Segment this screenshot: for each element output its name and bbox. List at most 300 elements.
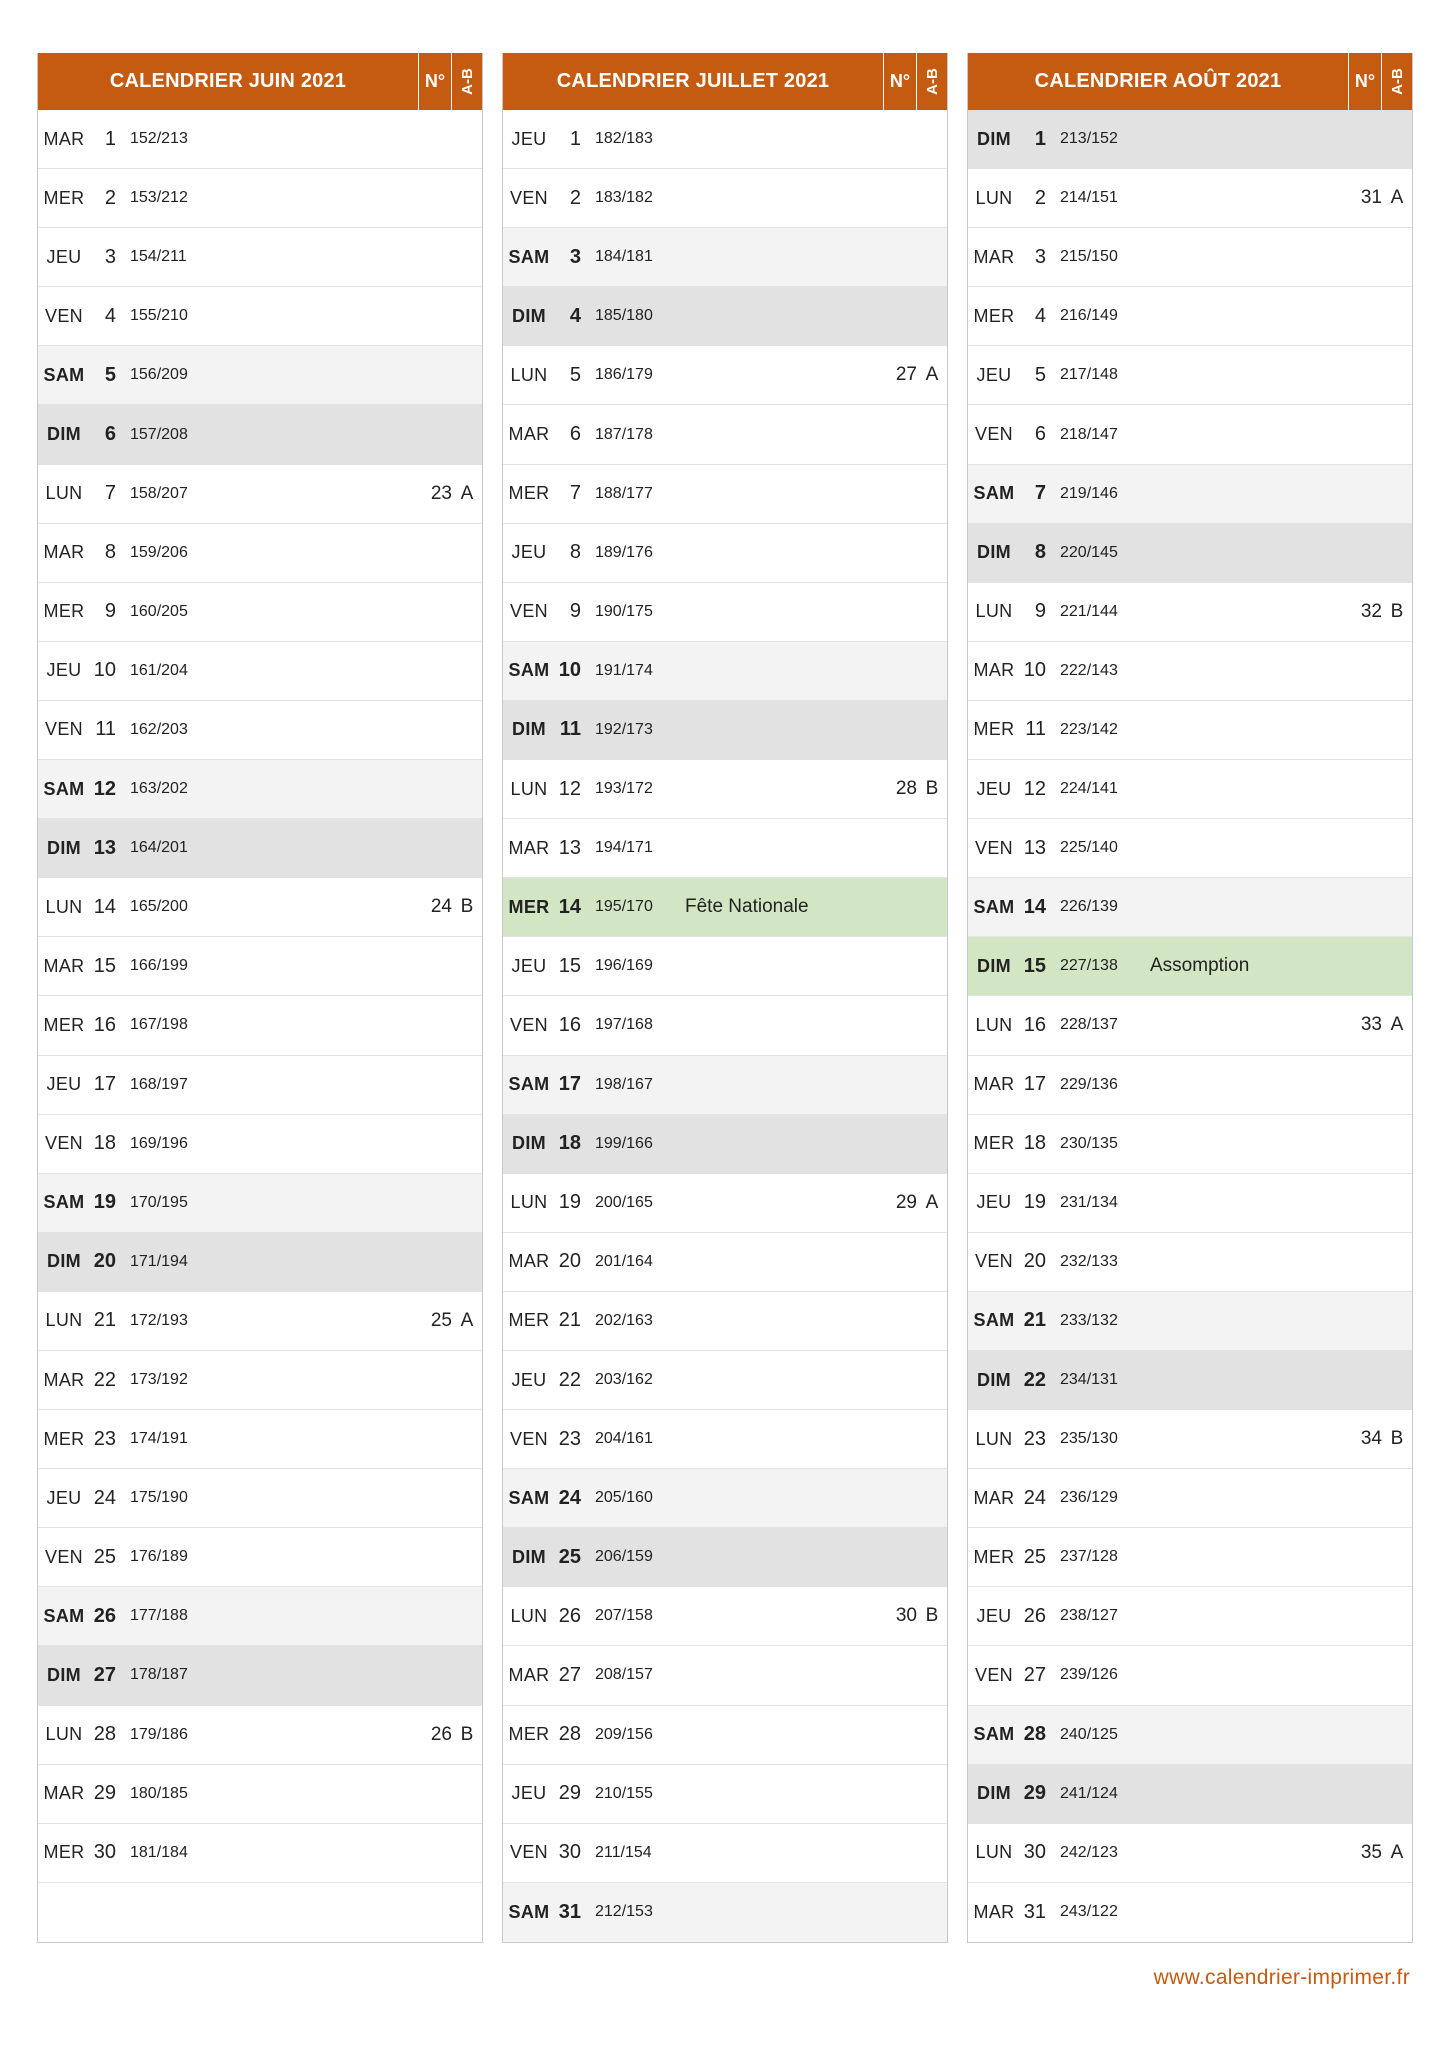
day-row	[503, 110, 947, 169]
day-name: SAM	[508, 1074, 550, 1095]
day-row	[503, 1883, 947, 1942]
day-name: MAR	[43, 1783, 85, 1804]
week-ab: B	[1390, 1428, 1404, 1450]
day-row	[968, 110, 1412, 169]
day-name: JEU	[511, 542, 547, 563]
day-number: 26	[1023, 1604, 1046, 1627]
day-row	[968, 346, 1412, 405]
day-name: SAM	[508, 246, 550, 267]
day-row	[38, 701, 482, 760]
day-name: VEN	[975, 1251, 1013, 1272]
day-name: MAR	[973, 1901, 1015, 1922]
day-name: DIM	[512, 305, 546, 326]
day-number: 22	[558, 1368, 581, 1391]
day-of-year: 164/201	[130, 839, 188, 857]
day-name: JEU	[46, 1074, 82, 1095]
day-number: 11	[559, 718, 581, 741]
day-row	[968, 878, 1412, 937]
day-number: 17	[1023, 1073, 1046, 1096]
day-number: 12	[558, 777, 581, 800]
day-number: 15	[93, 954, 116, 977]
day-of-year: 243/122	[1060, 1903, 1118, 1921]
day-name: DIM	[47, 1664, 81, 1685]
day-number: 26	[93, 1604, 116, 1627]
week-number-column-header: N°	[1349, 53, 1382, 110]
day-row	[968, 1292, 1412, 1351]
day-name: VEN	[510, 1428, 548, 1449]
day-of-year: 227/138	[1060, 957, 1118, 975]
day-of-year: 152/213	[130, 130, 188, 148]
day-number: 13	[1023, 836, 1046, 859]
day-of-year: 198/167	[595, 1075, 653, 1093]
day-row	[503, 1824, 947, 1883]
week-number: 34	[1360, 1428, 1382, 1450]
day-name: VEN	[510, 1014, 548, 1035]
week-number-column-header: N°	[884, 53, 917, 110]
day-number: 12	[1023, 777, 1046, 800]
day-number: 16	[1023, 1013, 1046, 1036]
week-number: 32	[1360, 600, 1382, 622]
day-of-year: 162/203	[130, 720, 188, 738]
day-name: MER	[973, 1546, 1015, 1567]
day-of-year: 228/137	[1060, 1016, 1118, 1034]
day-row	[968, 524, 1412, 583]
ab-column-label: A-B	[458, 68, 476, 95]
day-of-year: 156/209	[130, 366, 188, 384]
day-of-year: 172/193	[130, 1311, 188, 1329]
day-row	[503, 583, 947, 642]
day-number: 25	[93, 1545, 116, 1568]
day-of-year: 201/164	[595, 1252, 653, 1270]
day-number: 20	[558, 1250, 581, 1273]
day-of-year: 207/158	[595, 1607, 653, 1625]
day-number: 25	[558, 1545, 581, 1568]
day-name: DIM	[977, 128, 1011, 149]
day-number: 5	[569, 363, 581, 386]
day-of-year: 169/196	[130, 1134, 188, 1152]
day-name: MER	[508, 1724, 550, 1745]
day-row	[38, 996, 482, 1055]
day-row	[968, 228, 1412, 287]
day-name: VEN	[510, 601, 548, 622]
day-row	[503, 287, 947, 346]
day-number: 2	[104, 186, 116, 209]
day-row	[503, 760, 947, 819]
day-of-year: 155/210	[130, 307, 188, 325]
day-number: 22	[93, 1368, 116, 1391]
day-number: 15	[1023, 954, 1046, 977]
day-of-year: 161/204	[130, 661, 188, 679]
day-of-year: 211/154	[595, 1843, 652, 1861]
day-number: 17	[93, 1073, 116, 1096]
day-row	[38, 937, 482, 996]
day-name: DIM	[512, 719, 546, 740]
day-name: MAR	[973, 1074, 1015, 1095]
day-of-year: 181/184	[130, 1843, 188, 1861]
week-number-column-header: N°	[419, 53, 452, 110]
day-name: MER	[43, 1428, 85, 1449]
day-name: JEU	[511, 955, 547, 976]
day-row	[503, 1706, 947, 1765]
day-of-year: 230/135	[1060, 1134, 1118, 1152]
day-number: 10	[1023, 659, 1046, 682]
day-row	[38, 287, 482, 346]
day-of-year: 221/144	[1060, 602, 1118, 620]
day-row	[503, 169, 947, 228]
day-number: 26	[558, 1604, 581, 1627]
day-number: 11	[1025, 718, 1046, 741]
day-name: MER	[508, 896, 550, 917]
day-name: DIM	[977, 1369, 1011, 1390]
day-number: 6	[104, 423, 116, 446]
day-row	[38, 642, 482, 701]
day-row	[968, 642, 1412, 701]
day-name: VEN	[45, 1133, 83, 1154]
day-of-year: 226/139	[1060, 898, 1118, 916]
day-number: 1	[1034, 127, 1046, 150]
day-row	[503, 1292, 947, 1351]
day-row	[38, 1233, 482, 1292]
day-row	[503, 819, 947, 878]
day-number: 1	[569, 127, 581, 150]
day-number: 14	[558, 895, 581, 918]
day-row	[968, 819, 1412, 878]
day-row	[38, 1469, 482, 1528]
day-name: VEN	[510, 1842, 548, 1863]
day-number: 27	[1023, 1663, 1046, 1686]
week-number: 26	[430, 1723, 452, 1745]
day-name: MER	[973, 719, 1015, 740]
day-row	[503, 1174, 947, 1233]
day-number: 23	[93, 1427, 116, 1450]
day-number: 3	[104, 245, 116, 268]
day-row	[968, 583, 1412, 642]
day-name: VEN	[975, 424, 1013, 445]
day-of-year: 233/132	[1060, 1311, 1118, 1329]
day-name: LUN	[45, 1310, 83, 1331]
day-number: 7	[104, 482, 116, 505]
day-name: SAM	[43, 778, 85, 799]
day-of-year: 235/130	[1060, 1430, 1118, 1448]
day-name: JEU	[46, 1487, 82, 1508]
day-number: 8	[569, 541, 581, 564]
day-of-year: 179/186	[130, 1725, 188, 1743]
day-number: 24	[1023, 1486, 1046, 1509]
day-row	[38, 878, 482, 937]
ab-week-column-header	[917, 53, 947, 110]
day-name: MER	[973, 1133, 1015, 1154]
day-of-year: 199/166	[595, 1134, 653, 1152]
day-name: LUN	[510, 364, 548, 385]
day-name: MAR	[43, 1369, 85, 1390]
day-row	[503, 1469, 947, 1528]
day-number: 4	[569, 304, 581, 327]
day-of-year: 203/162	[595, 1371, 653, 1389]
day-number: 15	[558, 954, 581, 977]
day-row	[38, 1646, 482, 1705]
week-ab: B	[460, 1723, 474, 1745]
day-of-year: 222/143	[1060, 661, 1118, 679]
day-of-year: 157/208	[130, 425, 188, 443]
day-of-year: 210/155	[595, 1784, 653, 1802]
day-of-year: 182/183	[595, 130, 653, 148]
month-table-june	[37, 53, 483, 1943]
day-of-year: 213/152	[1060, 130, 1118, 148]
day-of-year: 208/157	[595, 1666, 653, 1684]
day-of-year: 191/174	[595, 661, 653, 679]
day-row	[38, 1706, 482, 1765]
day-number: 13	[93, 836, 116, 859]
day-row	[38, 1174, 482, 1233]
day-of-year: 171/194	[130, 1252, 188, 1270]
day-name: LUN	[510, 778, 548, 799]
day-of-year: 159/206	[130, 543, 188, 561]
footer-url[interactable]: www.calendrier-imprimer.fr	[1153, 1966, 1410, 1989]
day-row	[503, 937, 947, 996]
week-number: 25	[430, 1309, 452, 1331]
day-row	[503, 1587, 947, 1646]
month-title: CALENDRIER AOÛT 2021	[968, 53, 1349, 110]
week-number: 33	[1360, 1014, 1382, 1036]
day-row	[503, 524, 947, 583]
day-of-year: 185/180	[595, 307, 653, 325]
day-row	[968, 1824, 1412, 1883]
day-name: SAM	[973, 896, 1015, 917]
day-row	[968, 996, 1412, 1055]
day-row	[503, 642, 947, 701]
week-number: 35	[1360, 1841, 1382, 1863]
ab-column-label: A-B	[923, 68, 941, 95]
day-number: 31	[558, 1900, 581, 1923]
day-row	[968, 405, 1412, 464]
day-name: DIM	[977, 1783, 1011, 1804]
day-name: MAR	[508, 424, 550, 445]
day-row	[968, 1410, 1412, 1469]
day-number: 31	[1023, 1900, 1046, 1923]
day-name: VEN	[975, 837, 1013, 858]
day-name: MAR	[508, 837, 550, 858]
day-number: 4	[104, 304, 116, 327]
day-name: MER	[43, 1014, 85, 1035]
week-number: 28	[895, 778, 917, 800]
day-name: LUN	[45, 483, 83, 504]
day-row	[38, 1824, 482, 1883]
day-name: VEN	[45, 719, 83, 740]
ab-week-column-header	[452, 53, 482, 110]
day-name: JEU	[976, 1605, 1012, 1626]
day-row	[38, 1765, 482, 1824]
day-of-year: 186/179	[595, 366, 653, 384]
day-name: SAM	[43, 1192, 85, 1213]
day-row	[503, 878, 947, 937]
day-number: 18	[93, 1132, 116, 1155]
day-number: 10	[93, 659, 116, 682]
day-name: VEN	[510, 187, 548, 208]
day-of-year: 241/124	[1060, 1784, 1118, 1802]
day-of-year: 242/123	[1060, 1843, 1118, 1861]
day-number: 28	[93, 1723, 116, 1746]
day-name: JEU	[511, 1369, 547, 1390]
day-name: DIM	[512, 1133, 546, 1154]
day-row	[503, 346, 947, 405]
day-number: 3	[1034, 245, 1046, 268]
month-table-july	[502, 53, 948, 1943]
day-name: DIM	[47, 1251, 81, 1272]
day-name: DIM	[512, 1546, 546, 1567]
week-ab: A	[460, 482, 474, 504]
day-of-year: 215/150	[1060, 248, 1118, 266]
month-title: CALENDRIER JUIN 2021	[38, 53, 419, 110]
month-header	[968, 53, 1412, 110]
day-number: 25	[1023, 1545, 1046, 1568]
holiday-label: Assomption	[1150, 955, 1250, 977]
day-of-year: 229/136	[1060, 1075, 1118, 1093]
day-row	[503, 996, 947, 1055]
day-name: MAR	[508, 1664, 550, 1685]
day-row	[968, 1351, 1412, 1410]
day-of-year: 153/212	[130, 189, 188, 207]
day-row	[968, 1115, 1412, 1174]
day-of-year: 176/189	[130, 1548, 188, 1566]
day-of-year: 206/159	[595, 1548, 653, 1566]
day-of-year: 170/195	[130, 1193, 188, 1211]
day-name: JEU	[46, 246, 82, 267]
day-number: 21	[93, 1309, 116, 1332]
week-number: 27	[895, 364, 917, 386]
day-row	[968, 1528, 1412, 1587]
week-ab: A	[925, 364, 939, 386]
day-name: LUN	[975, 1014, 1013, 1035]
day-row	[38, 1587, 482, 1646]
day-name: MER	[43, 187, 85, 208]
day-of-year: 225/140	[1060, 839, 1118, 857]
day-of-year: 223/142	[1060, 720, 1118, 738]
day-row	[38, 169, 482, 228]
day-name: SAM	[43, 1605, 85, 1626]
day-name: JEU	[511, 1783, 547, 1804]
day-of-year: 200/165	[595, 1193, 653, 1211]
month-header	[38, 53, 482, 110]
day-name: LUN	[975, 1842, 1013, 1863]
week-number: 29	[895, 1191, 917, 1213]
day-number: 23	[1023, 1427, 1046, 1450]
day-row	[968, 287, 1412, 346]
day-row	[503, 465, 947, 524]
day-name: MER	[508, 1310, 550, 1331]
day-row	[968, 1469, 1412, 1528]
week-number: 30	[895, 1605, 917, 1627]
day-name: MAR	[43, 128, 85, 149]
day-number: 9	[569, 600, 581, 623]
day-name: DIM	[47, 424, 81, 445]
day-name: JEU	[976, 364, 1012, 385]
day-number: 9	[1034, 600, 1046, 623]
ab-column-label: A-B	[1388, 68, 1406, 95]
day-of-year: 224/141	[1060, 780, 1118, 798]
day-of-year: 238/127	[1060, 1607, 1118, 1625]
day-row	[503, 228, 947, 287]
day-number: 19	[558, 1191, 581, 1214]
day-row	[503, 1528, 947, 1587]
day-number: 18	[558, 1132, 581, 1155]
day-number: 2	[569, 186, 581, 209]
day-name: JEU	[46, 660, 82, 681]
day-of-year: 212/153	[595, 1903, 653, 1921]
day-of-year: 234/131	[1060, 1371, 1118, 1389]
day-name: SAM	[973, 483, 1015, 504]
day-number: 23	[558, 1427, 581, 1450]
week-ab: A	[925, 1191, 939, 1213]
day-of-year: 177/188	[130, 1607, 188, 1625]
day-row	[38, 819, 482, 878]
day-of-year: 166/199	[130, 957, 188, 975]
day-row	[968, 465, 1412, 524]
day-name: JEU	[976, 778, 1012, 799]
day-name: MAR	[973, 246, 1015, 267]
day-number: 21	[1023, 1309, 1046, 1332]
day-row	[38, 1883, 482, 1942]
day-number: 20	[1023, 1250, 1046, 1273]
day-of-year: 184/181	[595, 248, 653, 266]
day-row	[503, 1765, 947, 1824]
day-number: 24	[93, 1486, 116, 1509]
day-name: LUN	[45, 1724, 83, 1745]
day-name: DIM	[977, 955, 1011, 976]
day-of-year: 216/149	[1060, 307, 1118, 325]
day-row	[38, 1115, 482, 1174]
day-name: LUN	[45, 896, 83, 917]
day-of-year: 217/148	[1060, 366, 1118, 384]
day-row	[968, 1765, 1412, 1824]
day-of-year: 236/129	[1060, 1489, 1118, 1507]
day-of-year: 165/200	[130, 898, 188, 916]
day-name: LUN	[975, 187, 1013, 208]
day-number: 19	[93, 1191, 116, 1214]
day-row	[38, 583, 482, 642]
day-of-year: 209/156	[595, 1725, 653, 1743]
day-number: 7	[569, 482, 581, 505]
day-row	[968, 1174, 1412, 1233]
day-number: 4	[1034, 304, 1046, 327]
day-of-year: 231/134	[1060, 1193, 1118, 1211]
day-row	[503, 1351, 947, 1410]
day-name: SAM	[508, 1901, 550, 1922]
day-number: 19	[1023, 1191, 1046, 1214]
day-number: 29	[1023, 1782, 1046, 1805]
day-of-year: 232/133	[1060, 1252, 1118, 1270]
day-name: SAM	[973, 1310, 1015, 1331]
day-number: 6	[569, 423, 581, 446]
day-name: SAM	[973, 1724, 1015, 1745]
day-of-year: 205/160	[595, 1489, 653, 1507]
day-of-year: 160/205	[130, 602, 188, 620]
day-number: 16	[93, 1013, 116, 1036]
day-name: MAR	[508, 1251, 550, 1272]
day-row	[38, 760, 482, 819]
day-row	[503, 1410, 947, 1469]
week-number: 24	[430, 896, 452, 918]
day-name: MER	[508, 483, 550, 504]
day-number: 13	[558, 836, 581, 859]
day-number: 17	[558, 1073, 581, 1096]
day-name: SAM	[508, 1487, 550, 1508]
day-number: 30	[558, 1841, 581, 1864]
month-header	[503, 53, 947, 110]
week-ab: B	[925, 1605, 939, 1627]
day-of-year: 196/169	[595, 957, 653, 975]
day-row	[503, 1646, 947, 1705]
month-title: CALENDRIER JUILLET 2021	[503, 53, 884, 110]
